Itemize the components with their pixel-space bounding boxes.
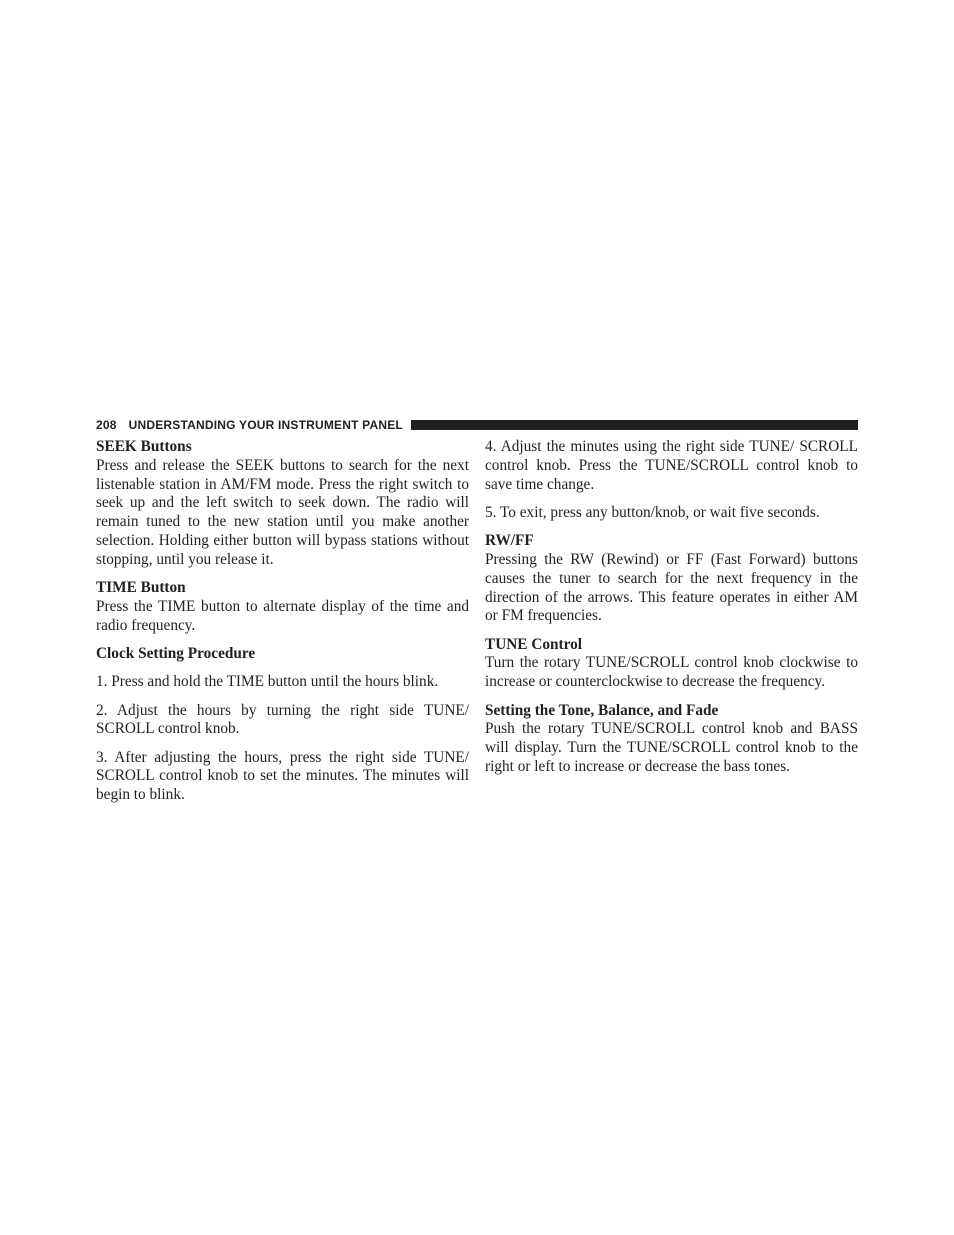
rwff-text: Pressing the RW (Rewind) or FF (Fast Forward) buttons causes the tuner to search for the next frequency in the direction of the arrows. This feature operates in either AM or FM frequencies. bbox=[485, 550, 858, 625]
seek-heading: SEEK Buttons bbox=[96, 438, 192, 455]
right-column bbox=[485, 438, 858, 777]
tone-text: Push the rotary TUNE/SCROLL control knob and BASS will display. Turn the TUNE/SCROLL control knob to the right or left to increase or decrease the bass tones. bbox=[485, 720, 858, 775]
section-title: UNDERSTANDING YOUR INSTRUMENT PANEL bbox=[128, 417, 403, 432]
time-heading: TIME Button bbox=[96, 579, 186, 597]
clock-heading: Clock Setting Procedure bbox=[96, 644, 256, 662]
clock-step-5: 5. To exit, press any button/knob, or wait five seconds. bbox=[485, 503, 820, 521]
tune-text: Turn the rotary TUNE/SCROLL control knob clockwise to increase or counterclockwise to decrease the frequency. bbox=[485, 654, 858, 691]
clock-step-2: 2. Adjust the hours by turning the right side TUNE/ SCROLL control knob. bbox=[96, 701, 469, 738]
page-header bbox=[96, 416, 858, 433]
tune-heading: TUNE Control bbox=[485, 635, 583, 653]
tone-heading: Setting the Tone, Balance, and Fade bbox=[485, 701, 719, 719]
header-rule bbox=[411, 420, 858, 430]
seek-text: Press and release the SEEK buttons to search for the next listenable station in AM/FM mode. Press the right switch to seek up and the left switch to seek down. The radio will remain tuned to the new station until you make another selection. Holding either button will bypass stations without stopping, until you release it. bbox=[96, 456, 469, 568]
clock-step-4: 4. Adjust the minutes using the right side TUNE/ SCROLL control knob. Press the TUNE/SCROLL control knob to save time change. bbox=[485, 438, 858, 493]
time-text: Press the TIME button to alternate display of the time and radio frequency. bbox=[96, 597, 469, 634]
clock-step-1: 1. Press and hold the TIME button until the hours blink. bbox=[96, 673, 439, 691]
rwff-heading: RW/FF bbox=[485, 532, 534, 550]
clock-step-3: 3. After adjusting the hours, press the right side TUNE/ SCROLL control knob to set the minutes. The minutes will begin to blink. bbox=[96, 748, 469, 804]
page-number: 208 bbox=[96, 417, 117, 432]
left-column bbox=[96, 438, 469, 805]
